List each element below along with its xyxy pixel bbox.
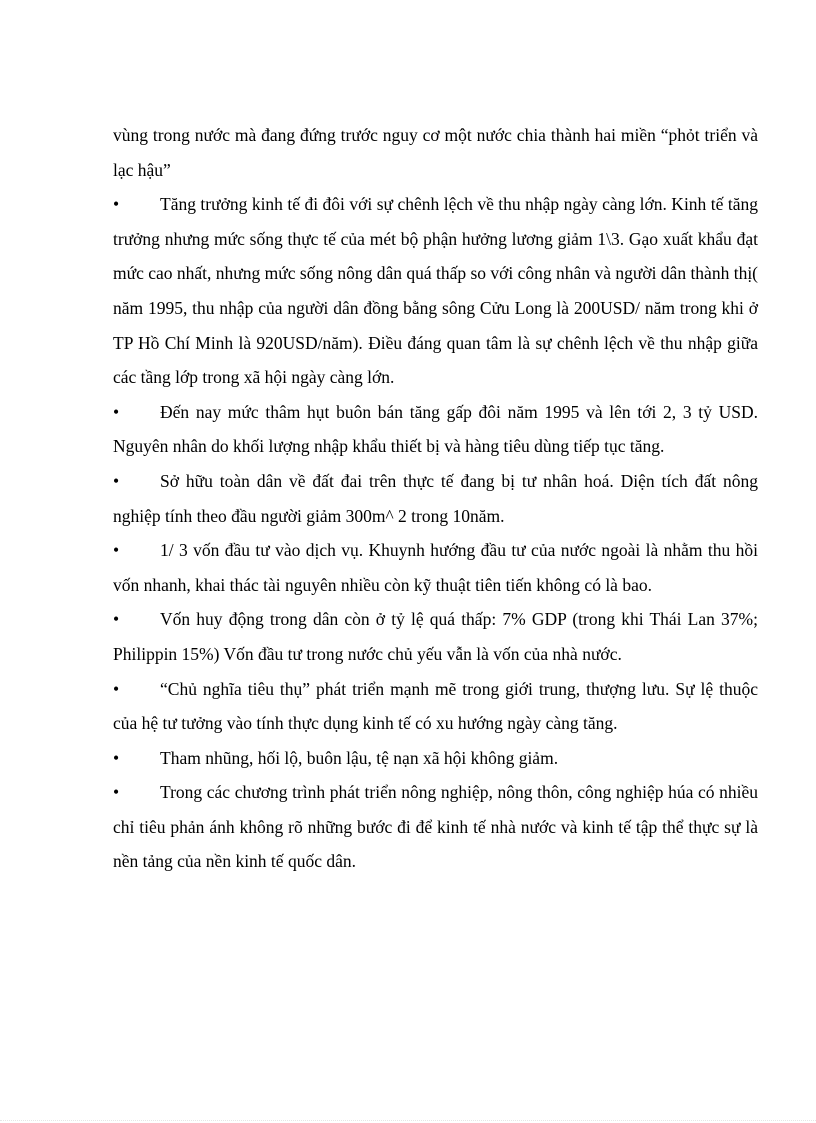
bullet-icon: • <box>113 747 120 768</box>
bullet-text: Tham nhũng, hối lộ, buôn lậu, tệ nạn xã hội không giảm. <box>160 747 559 768</box>
bullet-paragraph-service-investment <box>113 533 758 602</box>
bullet-text: Sở hữu toàn dân về đất đai trên thực tế đang bị tư nhân hoá. Diện tích đất nông nghiệp tính theo đầu người giảm 300m^ 2 trong 10năm. <box>113 470 758 526</box>
bullet-text: Vốn huy động trong dân còn ở tỷ lệ quá thấp: 7% GDP (trong khi Thái Lan 37%; Philippin 15%) Vốn đầu tư trong nước chủ yếu vẫn là vốn của nhà nước. <box>113 609 758 664</box>
bullet-icon: • <box>113 609 120 630</box>
bullet-icon: • <box>113 194 120 215</box>
bullet-text: Đến nay mức thâm hụt buôn bán tăng gấp đôi năm 1995 và lên tới 2, 3 tỷ USD. Nguyên nhân do khối lượng nhập khẩu thiết bị và hàng tiêu dùng tiếp tục tăng. <box>113 401 758 457</box>
bullet-paragraph-domestic-capital <box>113 602 758 671</box>
bullet-text: Tăng trưởng kinh tế đi đôi với sự chênh lệch về thu nhập ngày càng lớn. Kinh tế tăng trưởng nhưng mức sống thực tế của mét bộ phận hưởng lương giảm 1\3. Gạo xuất khẩu đạt mức cao nhất, nhưng mức sống nông dân quá thấp so với công nhân và người dân thành thị( năm 1995, thu nhập của người dân đồng bằng sông Cửu Long là 200USD/ năm trong khi ở TP Hồ Chí Minh là 920USD/năm). Điều đáng quan tâm là sự chênh lệch về thu nhập giữa các tầng lớp trong xã hội ngày càng lớn. <box>113 194 759 388</box>
page-bottom-divider <box>0 1120 816 1121</box>
bullet-paragraph-trade-deficit <box>113 395 758 464</box>
bullet-paragraph-development-programs <box>113 775 758 879</box>
bullet-icon: • <box>113 678 120 699</box>
bullet-text: 1/ 3 vốn đầu tư vào dịch vụ. Khuynh hướng đầu tư của nước ngoài là nhằm thu hồi vốn nhanh, khai thác tài nguyên nhiều còn kỹ thuật tiên tiến không có là bao. <box>113 540 758 595</box>
bullet-icon: • <box>113 782 120 803</box>
bullet-paragraph-income-gap <box>113 187 758 395</box>
bullet-paragraph-land-ownership <box>113 464 758 533</box>
bullet-icon: • <box>113 401 120 422</box>
bullet-icon: • <box>113 470 120 491</box>
bullet-text: “Chủ nghĩa tiêu thụ” phát triển mạnh mẽ trong giới trung, thượng lưu. Sự lệ thuộc của hệ tư tưởng vào tính thực dụng kinh tế có xu hướng ngày càng tăng. <box>113 678 758 734</box>
bullet-text: Trong các chương trình phát triển nông nghiệp, nông thôn, công nghiệp húa có nhiều chỉ tiêu phản ánh không rõ những bước đi để kinh tế nhà nước và kinh tế tập thể thực sự là nền tảng của nền kinh tế quốc dân. <box>113 782 758 872</box>
bullet-paragraph-consumerism <box>113 672 758 741</box>
continuation-paragraph: vùng trong nước mà đang đứng trước nguy cơ một nước chia thành hai miền “phỏt triển và lạc hậu” <box>113 125 758 180</box>
document-body <box>113 118 758 879</box>
bullet-paragraph-corruption <box>113 741 758 776</box>
bullet-icon: • <box>113 540 120 561</box>
